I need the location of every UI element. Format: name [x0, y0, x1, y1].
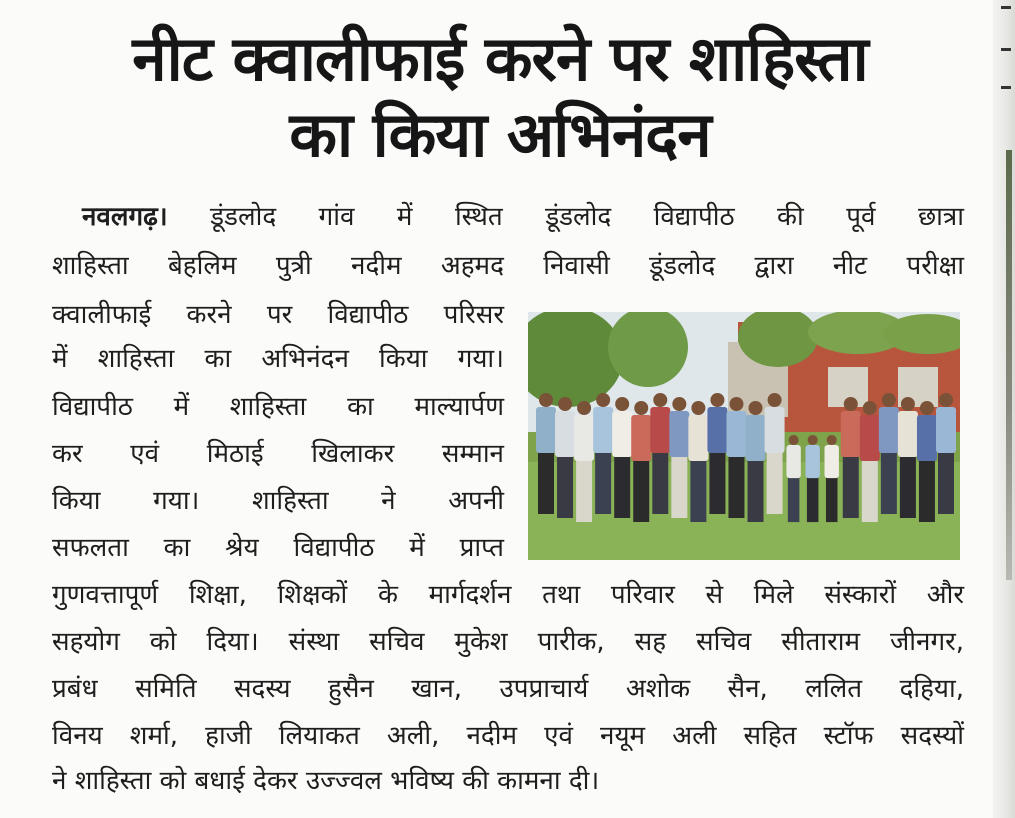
- body-line-1-text: डूंडलोद गांव में स्थित डूंडलोद विद्यापीठ की पूर्व छात्रा: [210, 202, 964, 232]
- body-line-1: [52, 200, 964, 234]
- person-figure: [574, 401, 594, 522]
- person-figure: [726, 397, 746, 518]
- person-figure: [669, 397, 689, 518]
- body-line-7: किया गया। शाहिस्ता ने अपनी: [52, 486, 504, 516]
- body-line-4: में शाहिस्ता का अभिनंदन किया गया।: [52, 344, 504, 374]
- edge-mark: [1001, 6, 1011, 9]
- body-line-6: कर एवं मिठाई खिलाकर सम्मान: [52, 439, 504, 469]
- body-line-9: गुणवत्तापूर्ण शिक्षा, शिक्षकों के मार्गदर्शन तथा परिवार से मिले संस्कारों और: [52, 580, 964, 610]
- body-line-5: विद्यापीठ में शाहिस्ता का माल्यार्पण: [52, 392, 504, 422]
- body-line-8: सफलता का श्रेय विद्यापीठ में प्राप्त: [52, 533, 504, 563]
- person-figure: [786, 435, 800, 522]
- person-figure: [805, 435, 819, 522]
- person-figure: [536, 393, 556, 514]
- headline-line-1: नीट क्वालीफाई करने पर शाहिस्ता: [132, 22, 868, 95]
- person-figure: [917, 401, 937, 522]
- person-figure: [688, 401, 708, 522]
- person-figure: [707, 393, 727, 514]
- person-figure: [650, 393, 670, 514]
- body-line-11: प्रबंध समिति सदस्य हुसैन खान, उपप्राचार्य अशोक सैन, ललित दहिया,: [52, 674, 964, 704]
- body-line-2: शाहिस्ता बेहलिम पुत्री नदीम अहमद निवासी डूंडलोद द्वारा नीट परीक्षा: [52, 251, 964, 281]
- dateline: नवलगढ़।: [82, 202, 168, 232]
- person-figure: [879, 393, 899, 514]
- body-line-12: विनय शर्मा, हाजी लियाकत अली, नदीम एवं नयूम अली सहित स्टॉफ सदस्यों: [52, 721, 964, 751]
- person-figure: [936, 393, 956, 514]
- person-figure: [593, 393, 613, 514]
- group-photo-illustration: [528, 312, 960, 560]
- adjacent-page-edge: [993, 0, 1015, 818]
- body-line-10: सहयोग को दिया। संस्था सचिव मुकेश पारीक, सह सचिव सीताराम जीनगर,: [52, 627, 964, 657]
- person-figure: [765, 393, 785, 514]
- person-figure: [898, 397, 918, 518]
- group-photo: [528, 312, 960, 560]
- edge-mark: [1001, 86, 1011, 89]
- person-figure: [746, 401, 766, 522]
- body-line-3: क्वालीफाई करने पर विद्यापीठ परिसर: [52, 300, 504, 330]
- body-line-13: ने शाहिस्ता को बधाई देकर उज्ज्वल भविष्य की कामना दी।: [52, 766, 600, 796]
- person-figure: [825, 435, 839, 522]
- person-figure: [860, 401, 880, 522]
- edge-mark: [1001, 48, 1011, 51]
- person-figure: [841, 397, 861, 518]
- edge-photo-fragment: [1006, 150, 1012, 580]
- person-figure: [631, 401, 651, 522]
- person-figure: [612, 397, 632, 518]
- person-figure: [555, 397, 575, 518]
- headline-line-2: का किया अभिनंदन: [289, 98, 711, 171]
